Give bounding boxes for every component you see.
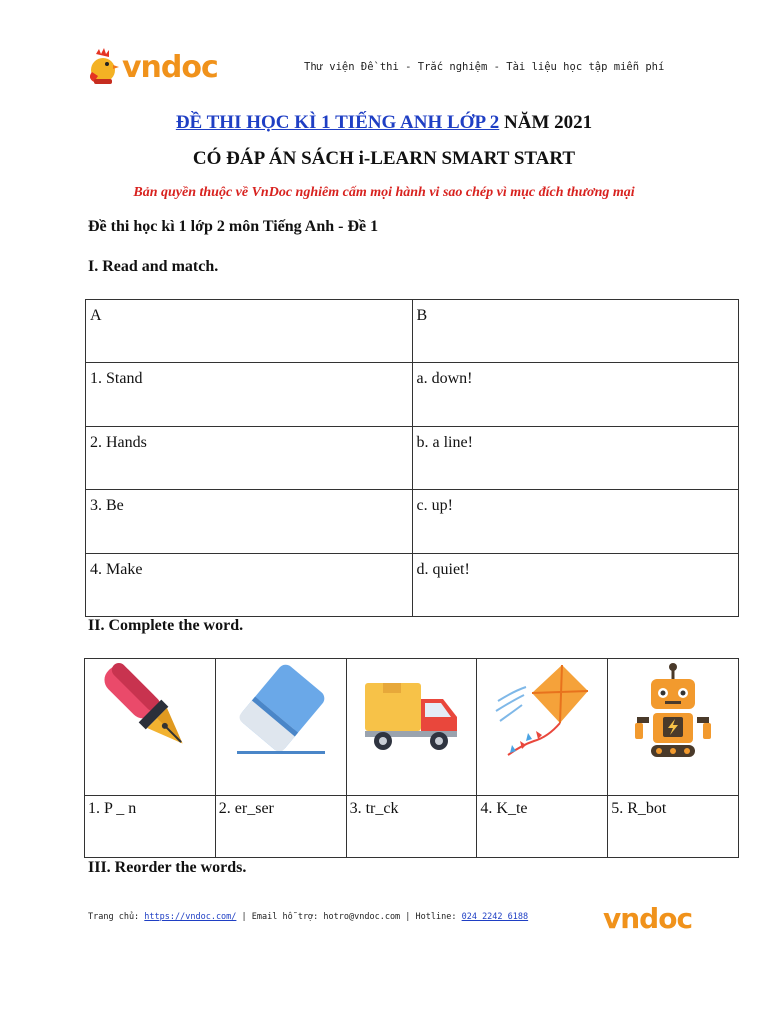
table-cell: 3. Be — [86, 490, 413, 553]
section2-heading: II. Complete the word. — [88, 617, 244, 634]
match-table — [85, 299, 739, 617]
word-label: 2. er_ser — [215, 796, 346, 858]
rooster-icon — [86, 48, 120, 86]
complete-word-table — [84, 658, 739, 858]
footer-home-label: Trang chủ: — [88, 912, 145, 922]
table-cell: c. up! — [412, 490, 739, 553]
footer-hotline-link[interactable]: 024 2242 6188 — [461, 912, 529, 922]
table-cell: a. down! — [412, 363, 739, 426]
table-cell — [215, 659, 346, 796]
table-row — [86, 490, 739, 553]
footer-home-link[interactable]: https://vndoc.com/ — [144, 912, 237, 922]
table-row — [86, 426, 739, 489]
title-year: NĂM 2021 — [499, 112, 593, 133]
table-cell: d. quiet! — [412, 553, 739, 616]
section3-heading: III. Reorder the words. — [88, 859, 247, 876]
exam-subtitle: Đề thi học kì 1 lớp 2 môn Tiếng Anh - Đề 1 — [88, 218, 379, 235]
logo-text: vndoc — [122, 49, 218, 85]
word-label: 4. K_te — [477, 796, 608, 858]
header-tagline: Thư viện Đề thi - Trắc nghiệm - Tài liệu học tập miễn phí — [304, 61, 665, 73]
page-header — [86, 44, 686, 94]
table-cell: 1. Stand — [86, 363, 413, 426]
table-cell: 2. Hands — [86, 426, 413, 489]
table-header-b: B — [412, 300, 739, 363]
page-subtitle-heading: CÓ ĐÁP ÁN SÁCH i-LEARN SMART START — [192, 148, 576, 169]
eraser-icon — [231, 661, 331, 761]
footer-email-text: | Email hỗ trợ: hotro@vndoc.com | Hotline: — [236, 912, 462, 922]
table-cell — [346, 659, 477, 796]
table-row — [85, 796, 739, 858]
table-cell — [608, 659, 739, 796]
pen-icon — [100, 661, 200, 761]
table-header-a: A — [86, 300, 413, 363]
vndoc-logo[interactable] — [86, 44, 236, 90]
table-row — [86, 363, 739, 426]
table-row — [86, 553, 739, 616]
table-cell: b. a line! — [412, 426, 739, 489]
word-label: 3. tr_ck — [346, 796, 477, 858]
truck-icon — [361, 661, 461, 761]
word-label: 5. R_bot — [608, 796, 739, 858]
word-label: 1. P _ n — [85, 796, 216, 858]
page-footer — [88, 912, 528, 922]
table-cell — [477, 659, 608, 796]
table-cell: 4. Make — [86, 553, 413, 616]
section1-heading: I. Read and match. — [88, 258, 219, 275]
footer-logo[interactable]: vndoc — [603, 902, 693, 935]
table-row — [86, 300, 739, 363]
copyright-notice: Bản quyền thuộc về VnDoc nghiêm cấm mọi hành vi sao chép vì mục đích thương mại — [133, 185, 635, 200]
table-cell — [85, 659, 216, 796]
table-row — [85, 659, 739, 796]
robot-icon — [623, 661, 723, 761]
title-link[interactable]: ĐỀ THI HỌC KÌ 1 TIẾNG ANH LỚP 2 — [175, 112, 500, 133]
kite-icon — [492, 661, 592, 761]
page-title — [0, 112, 768, 134]
